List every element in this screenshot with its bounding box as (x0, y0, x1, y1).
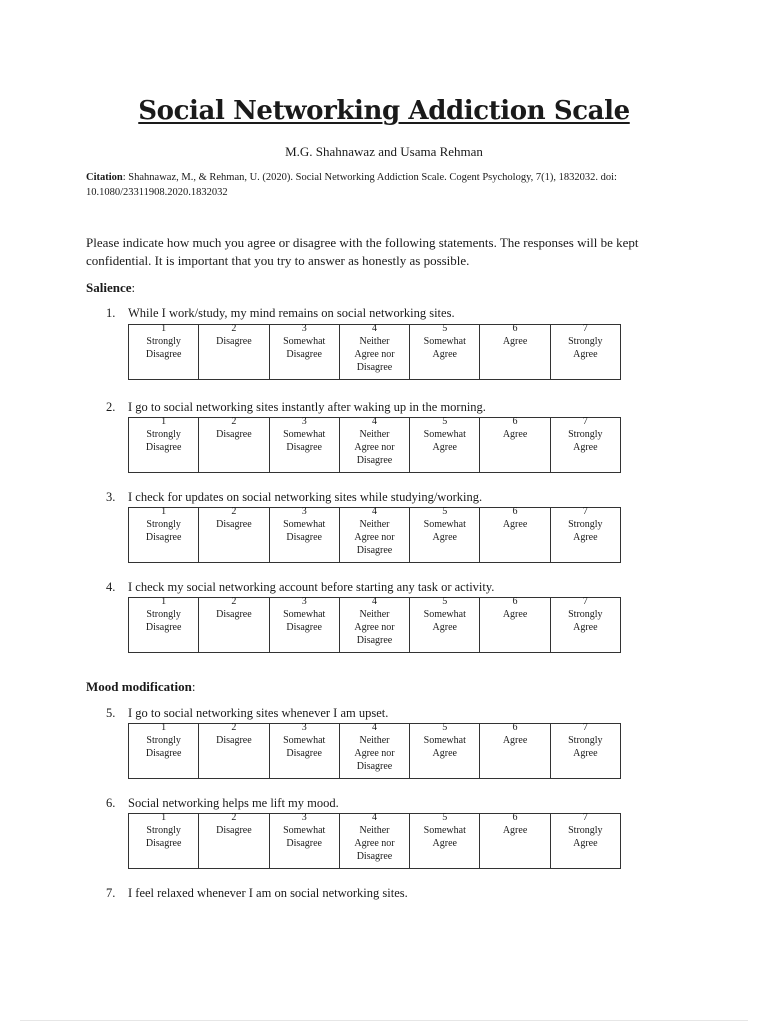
scale-option-label: Strongly (146, 609, 181, 620)
scale-option-label: Agree (502, 519, 528, 530)
page-bottom-divider (20, 1020, 748, 1021)
scale-option-label: Disagree (216, 825, 252, 836)
scale-option-label: Disagree (286, 349, 322, 360)
scale-option-label: Somewhat (423, 429, 466, 440)
response-scale-q5 (128, 723, 621, 779)
scale-option-number: 6 (512, 596, 518, 607)
scale-option-3[interactable] (269, 418, 339, 473)
scale-option-label: Agree nor (354, 442, 395, 453)
scale-option-4[interactable] (339, 724, 409, 779)
scale-option-number: 6 (512, 812, 518, 823)
scale-option-label: Disagree (286, 622, 322, 633)
scale-option-number: 2 (231, 506, 237, 517)
scale-option-3[interactable] (269, 325, 339, 380)
scale-option-number: 3 (301, 506, 307, 517)
scale-option-label: Neither (359, 519, 390, 530)
scale-option-number: 3 (301, 416, 307, 427)
scale-option-number: 5 (442, 506, 448, 517)
scale-option-label: Disagree (145, 748, 182, 759)
scale-option-label: Agree (432, 838, 457, 849)
scale-option-number: 7 (582, 416, 588, 427)
scale-option-3[interactable] (269, 814, 339, 869)
question-2: 2. I go to social networking sites instantly after waking up in the morning. (106, 400, 486, 414)
scale-option-5[interactable] (410, 418, 480, 473)
scale-option-label: Neither (359, 825, 390, 836)
scale-option-1[interactable] (129, 418, 199, 473)
scale-option-label: Disagree (286, 838, 322, 849)
scale-option-label: Agree (432, 532, 457, 543)
scale-option-label: Agree (502, 609, 528, 620)
question-3: 3. I check for updates on social networking sites while studying/working. (106, 490, 483, 504)
scale-option-number: 2 (231, 416, 237, 427)
question-4: 4. I check my social networking account before starting any task or activity. (106, 580, 495, 594)
scale-option-6[interactable] (480, 418, 550, 473)
scale-option-label: Neither (359, 336, 390, 347)
scale-option-7[interactable] (550, 598, 620, 653)
response-scale-q2 (128, 417, 621, 473)
scale-option-label: Strongly (568, 825, 603, 836)
scale-option-number: 1 (161, 596, 167, 607)
scale-option-label: Disagree (356, 851, 393, 862)
scale-option-number: 5 (442, 416, 448, 427)
scale-option-number: 3 (301, 812, 307, 823)
scale-option-5[interactable] (410, 325, 480, 380)
scale-option-label: Agree (573, 622, 598, 633)
scale-option-label: Agree (573, 442, 598, 453)
scale-option-7[interactable] (550, 724, 620, 779)
scale-option-label: Disagree (145, 442, 182, 453)
scale-option-2[interactable] (199, 814, 269, 869)
scale-option-label: Agree (502, 429, 528, 440)
scale-option-4[interactable] (339, 814, 409, 869)
scale-option-label: Disagree (216, 519, 252, 530)
scale-option-number: 6 (512, 506, 518, 517)
scale-option-3[interactable] (269, 508, 339, 563)
scale-option-label: Agree nor (354, 349, 395, 360)
scale-option-label: Disagree (145, 349, 182, 360)
scale-option-label: Agree (432, 622, 457, 633)
scale-option-2[interactable] (199, 508, 269, 563)
scale-option-label: Agree (502, 735, 528, 746)
citation (86, 170, 686, 200)
section-heading-salience: Salience: (86, 280, 136, 295)
scale-option-number: 6 (512, 416, 518, 427)
scale-option-5[interactable] (410, 724, 480, 779)
scale-option-label: Disagree (356, 455, 393, 466)
scale-option-label: Agree nor (354, 838, 395, 849)
scale-option-label: Disagree (286, 442, 322, 453)
scale-option-number: 5 (442, 812, 448, 823)
question-1: 1. While I work/study, my mind remains on social networking sites. (106, 306, 455, 320)
authors: M.G. Shahnawaz and Usama Rehman (285, 144, 483, 159)
scale-option-label: Strongly (146, 519, 181, 530)
scale-option-number: 4 (371, 416, 377, 427)
scale-option-3[interactable] (269, 598, 339, 653)
scale-option-label: Somewhat (423, 336, 466, 347)
scale-option-label: Somewhat (423, 825, 466, 836)
scale-option-4[interactable] (339, 325, 409, 380)
scale-option-label: Neither (359, 429, 390, 440)
scale-option-number: 1 (161, 323, 167, 334)
scale-option-2[interactable] (199, 598, 269, 653)
scale-option-6[interactable] (480, 508, 550, 563)
instructions: Please indicate how much you agree or disagree with the following statements. The responses will be kept confidential. It is important that you try to answer as honestly as possible. (86, 235, 639, 268)
scale-option-number: 2 (231, 596, 237, 607)
scale-option-number: 7 (582, 506, 588, 517)
scale-option-number: 5 (442, 596, 448, 607)
scale-option-number: 2 (231, 812, 237, 823)
scale-option-label: Strongly (146, 735, 181, 746)
scale-option-label: Disagree (356, 545, 393, 556)
scale-option-label: Strongly (146, 429, 181, 440)
scale-option-number: 4 (371, 812, 377, 823)
scale-option-number: 7 (582, 596, 588, 607)
scale-option-number: 4 (371, 596, 377, 607)
scale-option-label: Agree (573, 748, 598, 759)
scale-option-number: 1 (161, 722, 167, 733)
scale-option-3[interactable] (269, 724, 339, 779)
scale-option-label: Somewhat (423, 519, 466, 530)
scale-option-label: Somewhat (283, 735, 326, 746)
scale-option-label: Agree (573, 532, 598, 543)
scale-option-number: 6 (512, 722, 518, 733)
scale-option-4[interactable] (339, 508, 409, 563)
scale-option-label: Strongly (568, 519, 603, 530)
scale-option-label: Agree nor (354, 622, 395, 633)
scale-option-label: Strongly (568, 735, 603, 746)
scale-option-number: 5 (442, 323, 448, 334)
scale-option-number: 3 (301, 323, 307, 334)
scale-option-label: Somewhat (283, 609, 326, 620)
scale-option-label: Disagree (356, 635, 393, 646)
page-title: Social Networking Addiction Scale (138, 96, 630, 126)
scale-option-number: 4 (371, 323, 377, 334)
scale-option-number: 7 (582, 722, 588, 733)
scale-option-2[interactable] (199, 724, 269, 779)
scale-option-label: Disagree (145, 622, 182, 633)
scale-option-label: Disagree (216, 429, 252, 440)
scale-option-label: Strongly (568, 336, 603, 347)
scale-option-label: Agree (573, 838, 598, 849)
scale-option-number: 1 (161, 812, 167, 823)
scale-option-1[interactable] (129, 814, 199, 869)
scale-option-label: Somewhat (283, 825, 326, 836)
scale-option-label: Somewhat (423, 609, 466, 620)
scale-option-label: Somewhat (283, 519, 326, 530)
response-scale-q6 (128, 813, 621, 869)
scale-option-1[interactable] (129, 724, 199, 779)
scale-option-1[interactable] (129, 598, 199, 653)
scale-option-1[interactable] (129, 325, 199, 380)
scale-option-label: Somewhat (283, 336, 326, 347)
scale-option-label: Disagree (286, 748, 322, 759)
scale-option-label: Disagree (145, 532, 182, 543)
scale-option-label: Disagree (216, 609, 252, 620)
scale-option-label: Agree (502, 336, 528, 347)
scale-option-6[interactable] (480, 325, 550, 380)
section-heading-mood-modification: Mood modification: (86, 679, 196, 694)
response-scale-q3 (128, 507, 621, 563)
scale-option-number: 7 (582, 812, 588, 823)
scale-option-label: Agree (573, 349, 598, 360)
scale-option-label: Agree (432, 748, 457, 759)
scale-option-label: Agree (432, 442, 457, 453)
question-5: 5. I go to social networking sites whenever I am upset. (106, 706, 389, 720)
scale-option-2[interactable] (199, 325, 269, 380)
scale-option-label: Agree (502, 825, 528, 836)
scale-option-label: Agree nor (354, 748, 395, 759)
scale-option-number: 1 (161, 416, 167, 427)
scale-option-label: Neither (359, 735, 390, 746)
scale-option-label: Agree nor (354, 532, 395, 543)
scale-option-5[interactable] (410, 508, 480, 563)
scale-option-5[interactable] (410, 598, 480, 653)
scale-option-number: 4 (371, 722, 377, 733)
scale-option-label: Disagree (216, 735, 252, 746)
scale-option-6[interactable] (480, 724, 550, 779)
scale-option-7[interactable] (550, 814, 620, 869)
scale-option-4[interactable] (339, 598, 409, 653)
scale-option-number: 3 (301, 722, 307, 733)
scale-option-label: Strongly (568, 429, 603, 440)
scale-option-7[interactable] (550, 325, 620, 380)
response-scale-q1 (128, 324, 621, 380)
question-7: 7. I feel relaxed whenever I am on social networking sites. (106, 886, 408, 900)
scale-option-1[interactable] (129, 508, 199, 563)
scale-option-number: 4 (371, 506, 377, 517)
scale-option-label: Disagree (145, 838, 182, 849)
response-scale-q4 (128, 597, 621, 653)
scale-option-2[interactable] (199, 418, 269, 473)
scale-option-label: Strongly (568, 609, 603, 620)
scale-option-label: Strongly (146, 825, 181, 836)
citation-label: Citation (86, 172, 123, 183)
scale-option-number: 5 (442, 722, 448, 733)
scale-option-4[interactable] (339, 418, 409, 473)
scale-option-7[interactable] (550, 508, 620, 563)
scale-option-6[interactable] (480, 814, 550, 869)
scale-option-label: Strongly (146, 336, 181, 347)
scale-option-label: Disagree (356, 761, 393, 772)
scale-option-number: 3 (301, 596, 307, 607)
scale-option-number: 1 (161, 506, 167, 517)
scale-option-number: 7 (582, 323, 588, 334)
scale-option-label: Somewhat (423, 735, 466, 746)
scale-option-7[interactable] (550, 418, 620, 473)
scale-option-5[interactable] (410, 814, 480, 869)
scale-option-label: Neither (359, 609, 390, 620)
scale-option-number: 6 (512, 323, 518, 334)
citation-text: : Shahnawaz, M., & Rehman, U. (2020). Social Networking Addiction Scale. Cogent Psychology, 7(1), 1832032. doi: 10.1080/23311908.2020.1832032 (86, 172, 617, 198)
scale-option-6[interactable] (480, 598, 550, 653)
question-6: 6. Social networking helps me lift my mood. (106, 796, 339, 810)
scale-option-number: 2 (231, 722, 237, 733)
scale-option-label: Disagree (286, 532, 322, 543)
scale-option-label: Disagree (356, 362, 393, 373)
scale-option-label: Disagree (216, 336, 252, 347)
scale-option-label: Somewhat (283, 429, 326, 440)
scale-option-label: Agree (432, 349, 457, 360)
scale-option-number: 2 (231, 323, 237, 334)
